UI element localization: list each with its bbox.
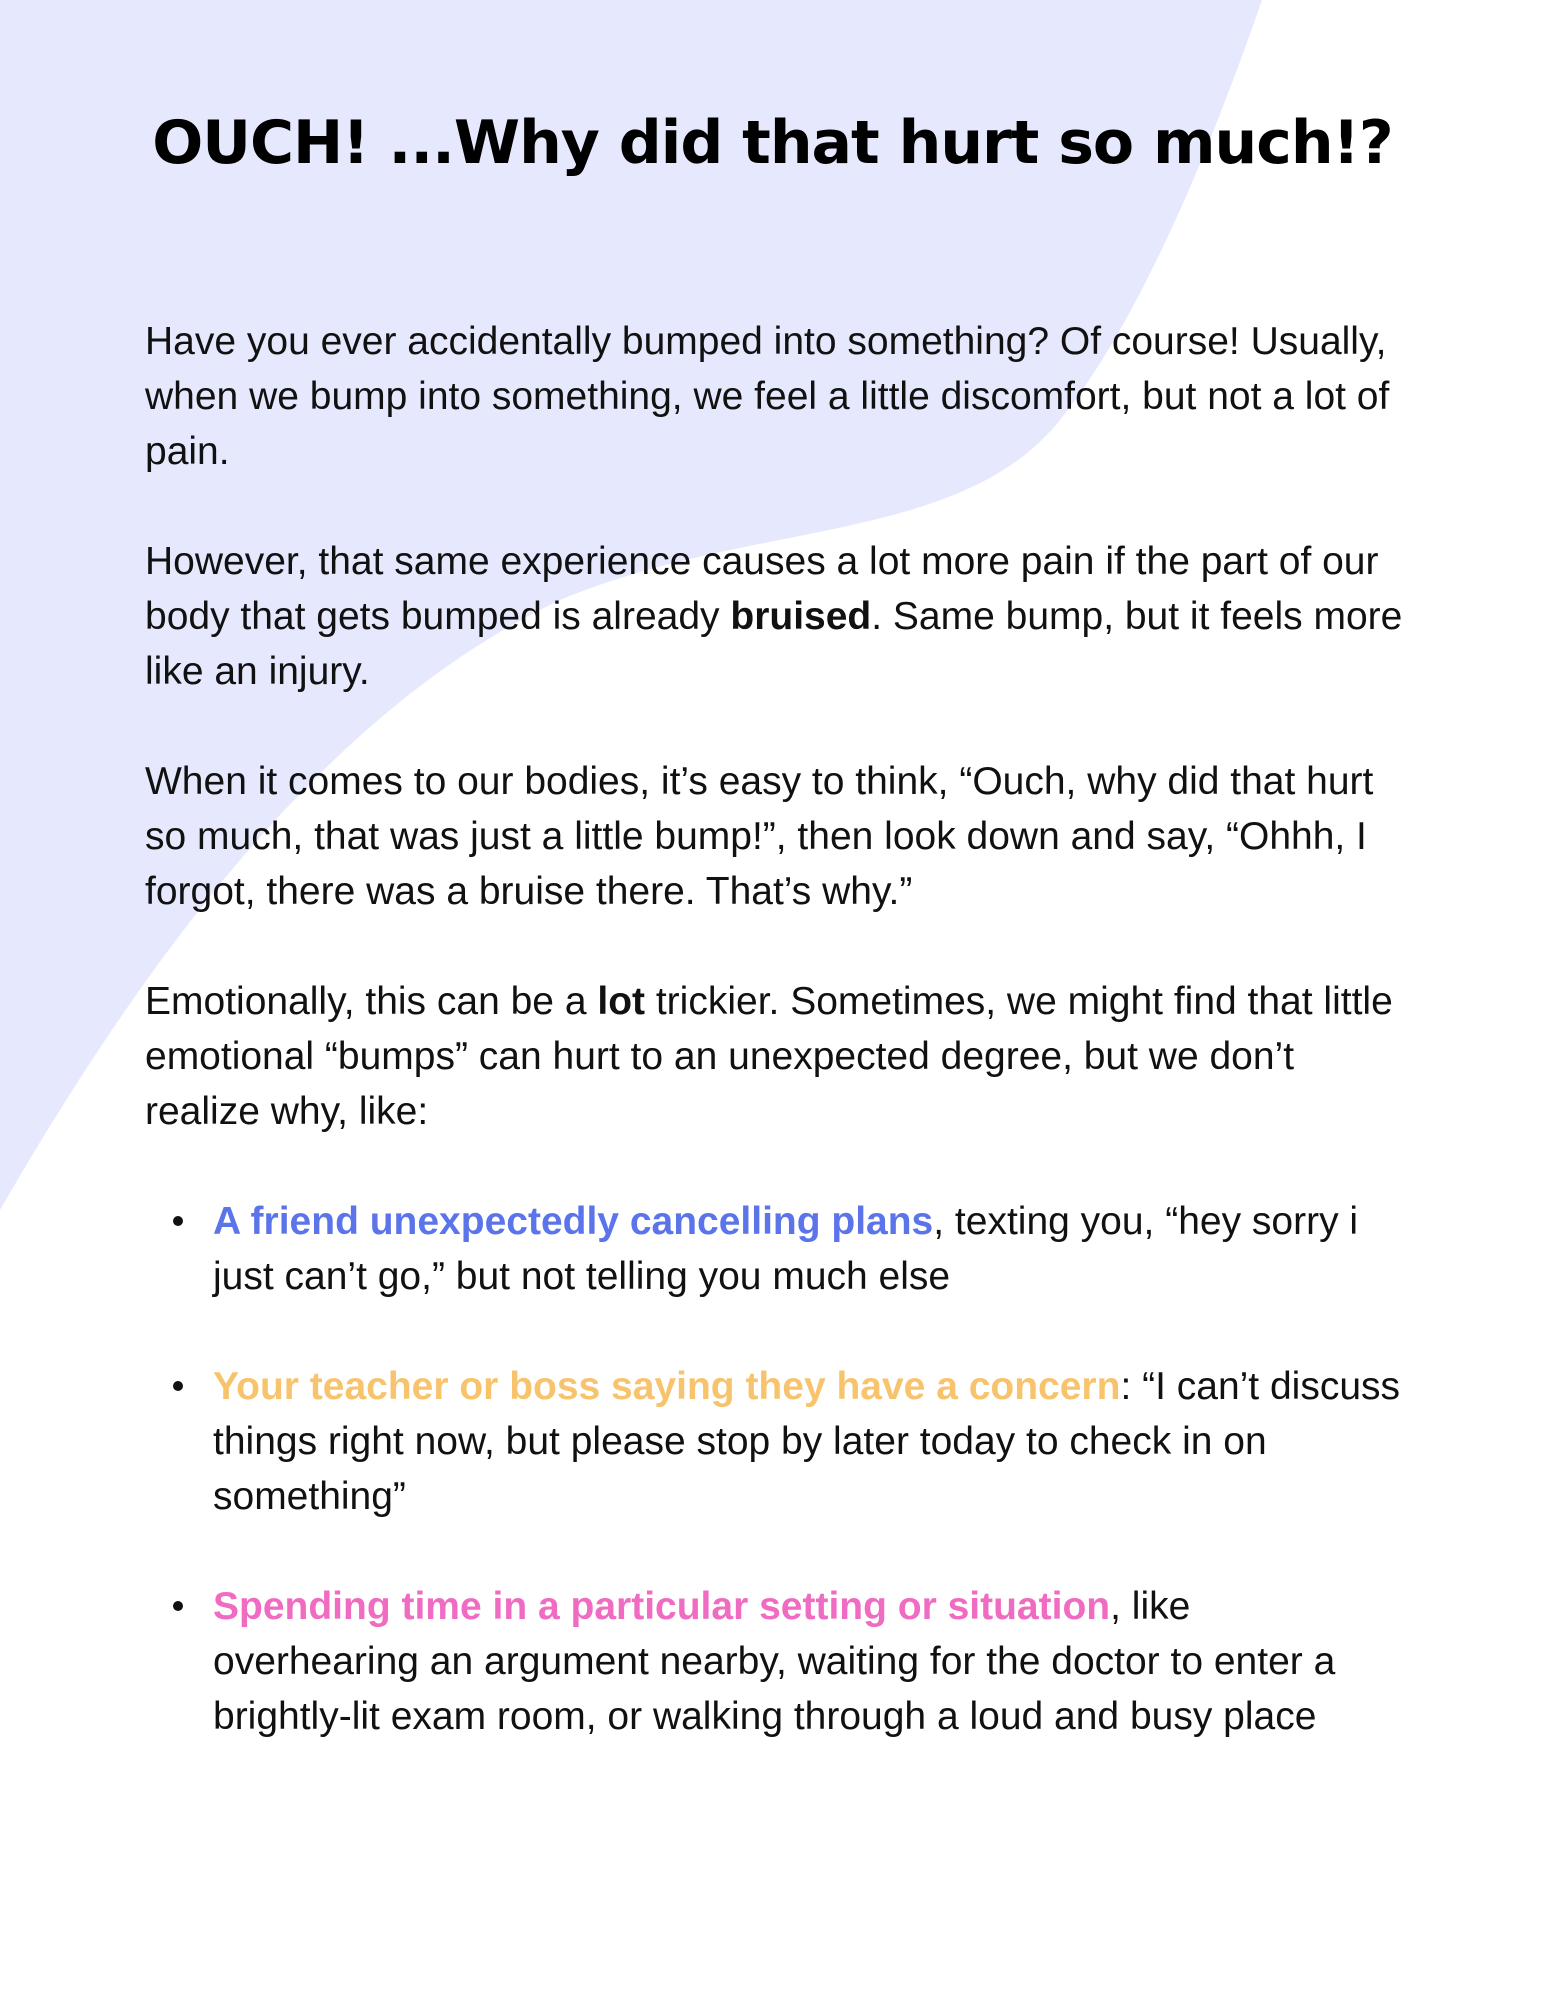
highlight-setting-situation: Spending time in a particular setting or situation xyxy=(213,1585,1111,1628)
paragraph-bodies: When it comes to our bodies, it’s easy to think, “Ouch, why did that hurt so much, that was just a little bump!”, then look down and say, “Ohhh, I forgot, there was a bruise there. That’s why.” xyxy=(145,760,1374,913)
paragraph-emotionally-text-after: trickier. Sometimes, we might find that little emotional “bumps” can hurt to an unexpected degree, but we don’t realize why, like: xyxy=(145,980,1393,1133)
bold-word-lot: lot xyxy=(597,980,646,1023)
list-item xyxy=(145,1194,1405,1304)
article-body xyxy=(145,314,1405,1799)
list-item xyxy=(145,1359,1405,1524)
paragraph-bruised xyxy=(145,534,1405,699)
paragraph-emotionally-text-before: Emotionally, this can be a xyxy=(145,980,598,1023)
paragraph-bruised-text-after: . Same bump, but it feels more like an injury. xyxy=(145,595,1403,693)
highlight-friend-cancelling: A friend unexpectedly cancelling plans xyxy=(213,1200,934,1243)
bullet-dot-icon xyxy=(173,1216,183,1226)
list-item xyxy=(145,1579,1405,1744)
list-item-text: : “I can’t discuss things right now, but please stop by later today to check in on something” xyxy=(213,1365,1401,1518)
paragraph-intro: Have you ever accidentally bumped into something? Of course! Usually, when we bump into something, we feel a little discomfort, but not a lot of pain. xyxy=(145,320,1390,473)
paragraph-emotionally xyxy=(145,974,1405,1139)
bullet-dot-icon xyxy=(173,1381,183,1391)
paragraph-bruised-text-before: However, that same experience causes a lot more pain if the part of our body that gets bumped is already xyxy=(145,540,1379,638)
list-item-text: , texting you, “hey sorry i just can’t go,” but not telling you much else xyxy=(213,1200,1359,1298)
bold-word-bruised: bruised xyxy=(730,595,872,638)
examples-list xyxy=(145,1194,1405,1744)
highlight-teacher-concern: Your teacher or boss saying they have a concern xyxy=(213,1365,1121,1408)
list-item-text: , like overhearing an argument nearby, waiting for the doctor to enter a brightly-lit exam room, or walking through a loud and busy place xyxy=(213,1585,1336,1738)
bullet-dot-icon xyxy=(173,1601,183,1611)
page-title: OUCH! ...Why did that hurt so much!? xyxy=(152,108,1393,178)
